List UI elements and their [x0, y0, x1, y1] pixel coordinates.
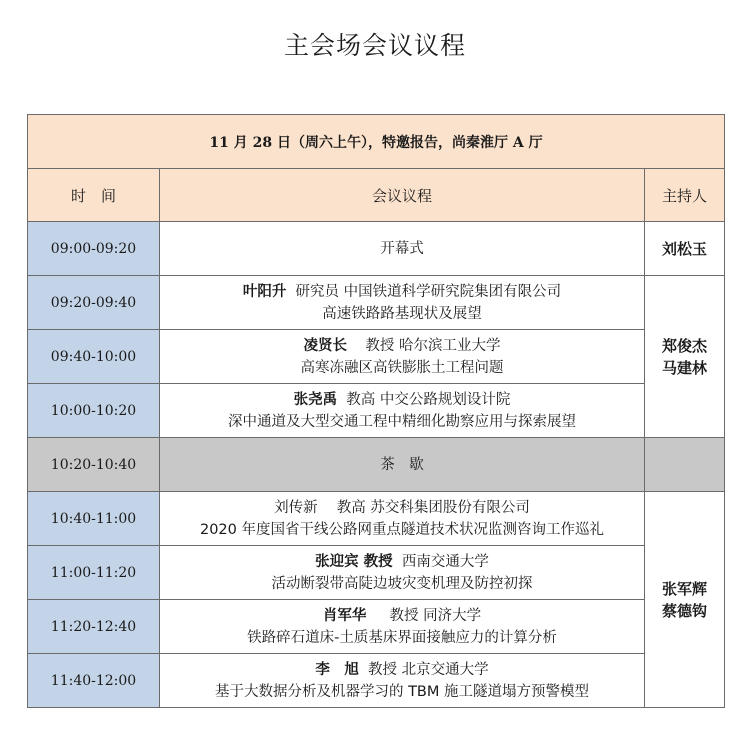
talk-title: 铁路碎石道床-土质基床界面接触应力的计算分析 — [247, 629, 557, 646]
talk-title: 基于大数据分析及机器学习的 TBM 施工隧道塌方预警模型 — [214, 683, 590, 700]
table-row — [28, 276, 725, 330]
host-name: 刘松玉 — [662, 239, 708, 258]
tea-break-label: 茶 歇 — [380, 456, 424, 473]
table-row — [28, 654, 725, 708]
agenda-table — [27, 114, 725, 708]
host-name: 张军辉 — [662, 579, 708, 598]
talk-title: 高寒冻融区高铁膨胀土工程问题 — [300, 359, 504, 376]
time-cell: 10:20-10:40 — [28, 438, 160, 492]
time-cell: 10:40-11:00 — [28, 492, 160, 546]
empty-host-cell — [645, 438, 725, 492]
speaker-name: 张迎宾 教授 — [315, 553, 393, 570]
speaker-affiliation: 教授 哈尔滨工业大学 — [365, 337, 501, 354]
table-row — [28, 600, 725, 654]
table-row — [28, 330, 725, 384]
talk-title: 2020 年度国省干线公路网重点隧道技术状况监测咨询工作巡礼 — [199, 521, 604, 538]
speaker-affiliation: 教授 同济大学 — [389, 607, 482, 624]
table-row — [28, 546, 725, 600]
agenda-cell — [160, 222, 645, 276]
header-host: 主持人 — [645, 169, 725, 222]
agenda-line: 开幕式 — [380, 240, 424, 257]
time-cell: 09:40-10:00 — [28, 330, 160, 384]
talk-title: 活动断裂带高陡边坡灾变机理及防控初探 — [271, 575, 533, 592]
agenda-cell — [160, 492, 645, 546]
time-cell: 09:20-09:40 — [28, 276, 160, 330]
header-agenda: 会议议程 — [160, 169, 645, 222]
agenda-cell — [160, 384, 645, 438]
host-name: 马建林 — [662, 358, 708, 377]
agenda-cell — [160, 438, 645, 492]
speaker-name: 张尧禹 — [293, 391, 338, 408]
speaker-name: 凌贤长 — [303, 337, 347, 354]
table-row — [28, 384, 725, 438]
time-cell: 09:00-09:20 — [28, 222, 160, 276]
speaker-affiliation: 教高 中交公路规划设计院 — [346, 391, 511, 408]
time-cell: 10:00-10:20 — [28, 384, 160, 438]
time-cell: 11:40-12:00 — [28, 654, 160, 708]
table-row — [28, 492, 725, 546]
time-cell: 11:20-12:40 — [28, 600, 160, 654]
agenda-cell — [160, 546, 645, 600]
talk-title: 高速铁路路基现状及展望 — [322, 305, 482, 322]
table-row — [28, 222, 725, 276]
agenda-cell — [160, 654, 645, 708]
speaker-name: 叶阳升 — [242, 283, 287, 300]
session-banner: 11 月 28 日（周六上午），特邀报告，尚秦淮厅 A 厅 — [28, 115, 725, 169]
tea-break-row — [28, 438, 725, 492]
speaker-affiliation: 西南交通大学 — [401, 553, 489, 570]
host-name: 蔡德钩 — [662, 601, 708, 620]
speaker-affiliation: 教授 北京交通大学 — [368, 661, 489, 678]
session-banner-row — [28, 115, 725, 169]
header-row — [28, 169, 725, 222]
agenda-cell — [160, 276, 645, 330]
talk-title: 深中通道及大型交通工程中精细化勘察应用与探索展望 — [228, 413, 576, 430]
speaker-affiliation: 研究员 中国铁道科学研究院集团有限公司 — [295, 283, 562, 300]
speaker-name: 肖军华 — [322, 607, 367, 624]
page-title: 主会场会议议程 — [283, 31, 466, 60]
host-cell — [645, 492, 725, 708]
host-name: 郑俊杰 — [662, 336, 708, 355]
speaker-line: 刘传新 教高 苏交科集团股份有限公司 — [274, 499, 530, 516]
agenda-cell — [160, 600, 645, 654]
time-cell: 11:00-11:20 — [28, 546, 160, 600]
host-cell — [645, 222, 725, 276]
header-time: 时 间 — [28, 169, 160, 222]
speaker-name: 李 旭 — [315, 661, 359, 678]
agenda-cell — [160, 330, 645, 384]
host-cell — [645, 276, 725, 438]
